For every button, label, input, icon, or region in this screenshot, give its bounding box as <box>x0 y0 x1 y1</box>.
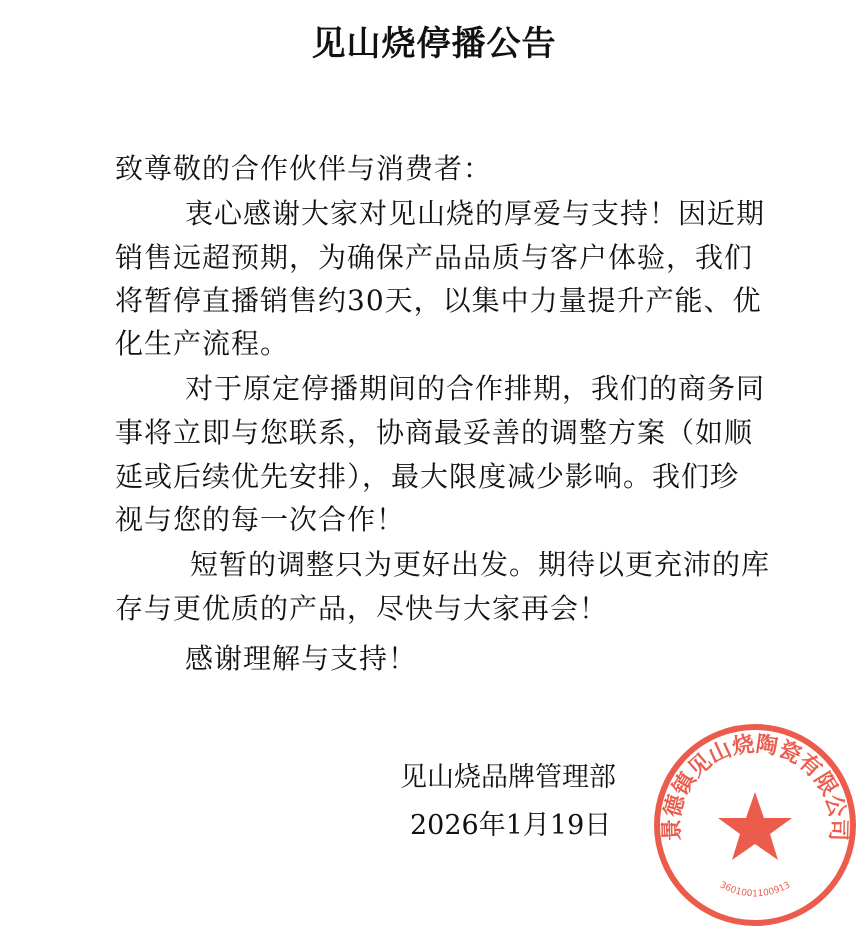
signature-department: 见山烧品牌管理部 <box>400 762 616 793</box>
body-line: 对于原定停播期间的合作排期，我们的商务同 <box>185 372 766 405</box>
body-line: 感谢理解与支持！ <box>185 642 418 675</box>
star-icon <box>718 792 792 860</box>
body-line: 视与您的每一次合作！ <box>115 503 406 536</box>
page-title: 见山烧停播公告 <box>311 24 557 64</box>
salutation: 致尊敬的合作伙伴与消费者： <box>115 152 493 185</box>
body-line: 销售远超预期，为确保产品品质与客户体验，我们 <box>115 241 754 274</box>
seal-number: 3601001100913 <box>717 880 793 900</box>
seal-text: 景德镇见山烧陶瓷有限公司 <box>659 732 851 842</box>
svg-text:3601001100913 <box>718 880 792 899</box>
body-line: 衷心感谢大家对见山烧的厚爱与支持！因近期 <box>185 197 766 230</box>
body-line: 存与更优质的产品，尽快与大家再会！ <box>115 592 609 625</box>
body-line: 短暂的调整只为更好出发。期待以更充沛的库 <box>190 548 771 581</box>
body-line: 事将立即与您联系，协商最妥善的调整方案（如顺 <box>115 416 754 449</box>
body-line: 延或后续优先安排），最大限度减少影响。我们珍 <box>115 460 740 493</box>
signature-date: 2026年1月19日 <box>410 810 612 841</box>
body-line: 将暂停直播销售约30天，以集中力量提升产能、优 <box>115 284 762 317</box>
company-seal <box>652 722 858 928</box>
body-line: 化生产流程。 <box>115 327 290 360</box>
